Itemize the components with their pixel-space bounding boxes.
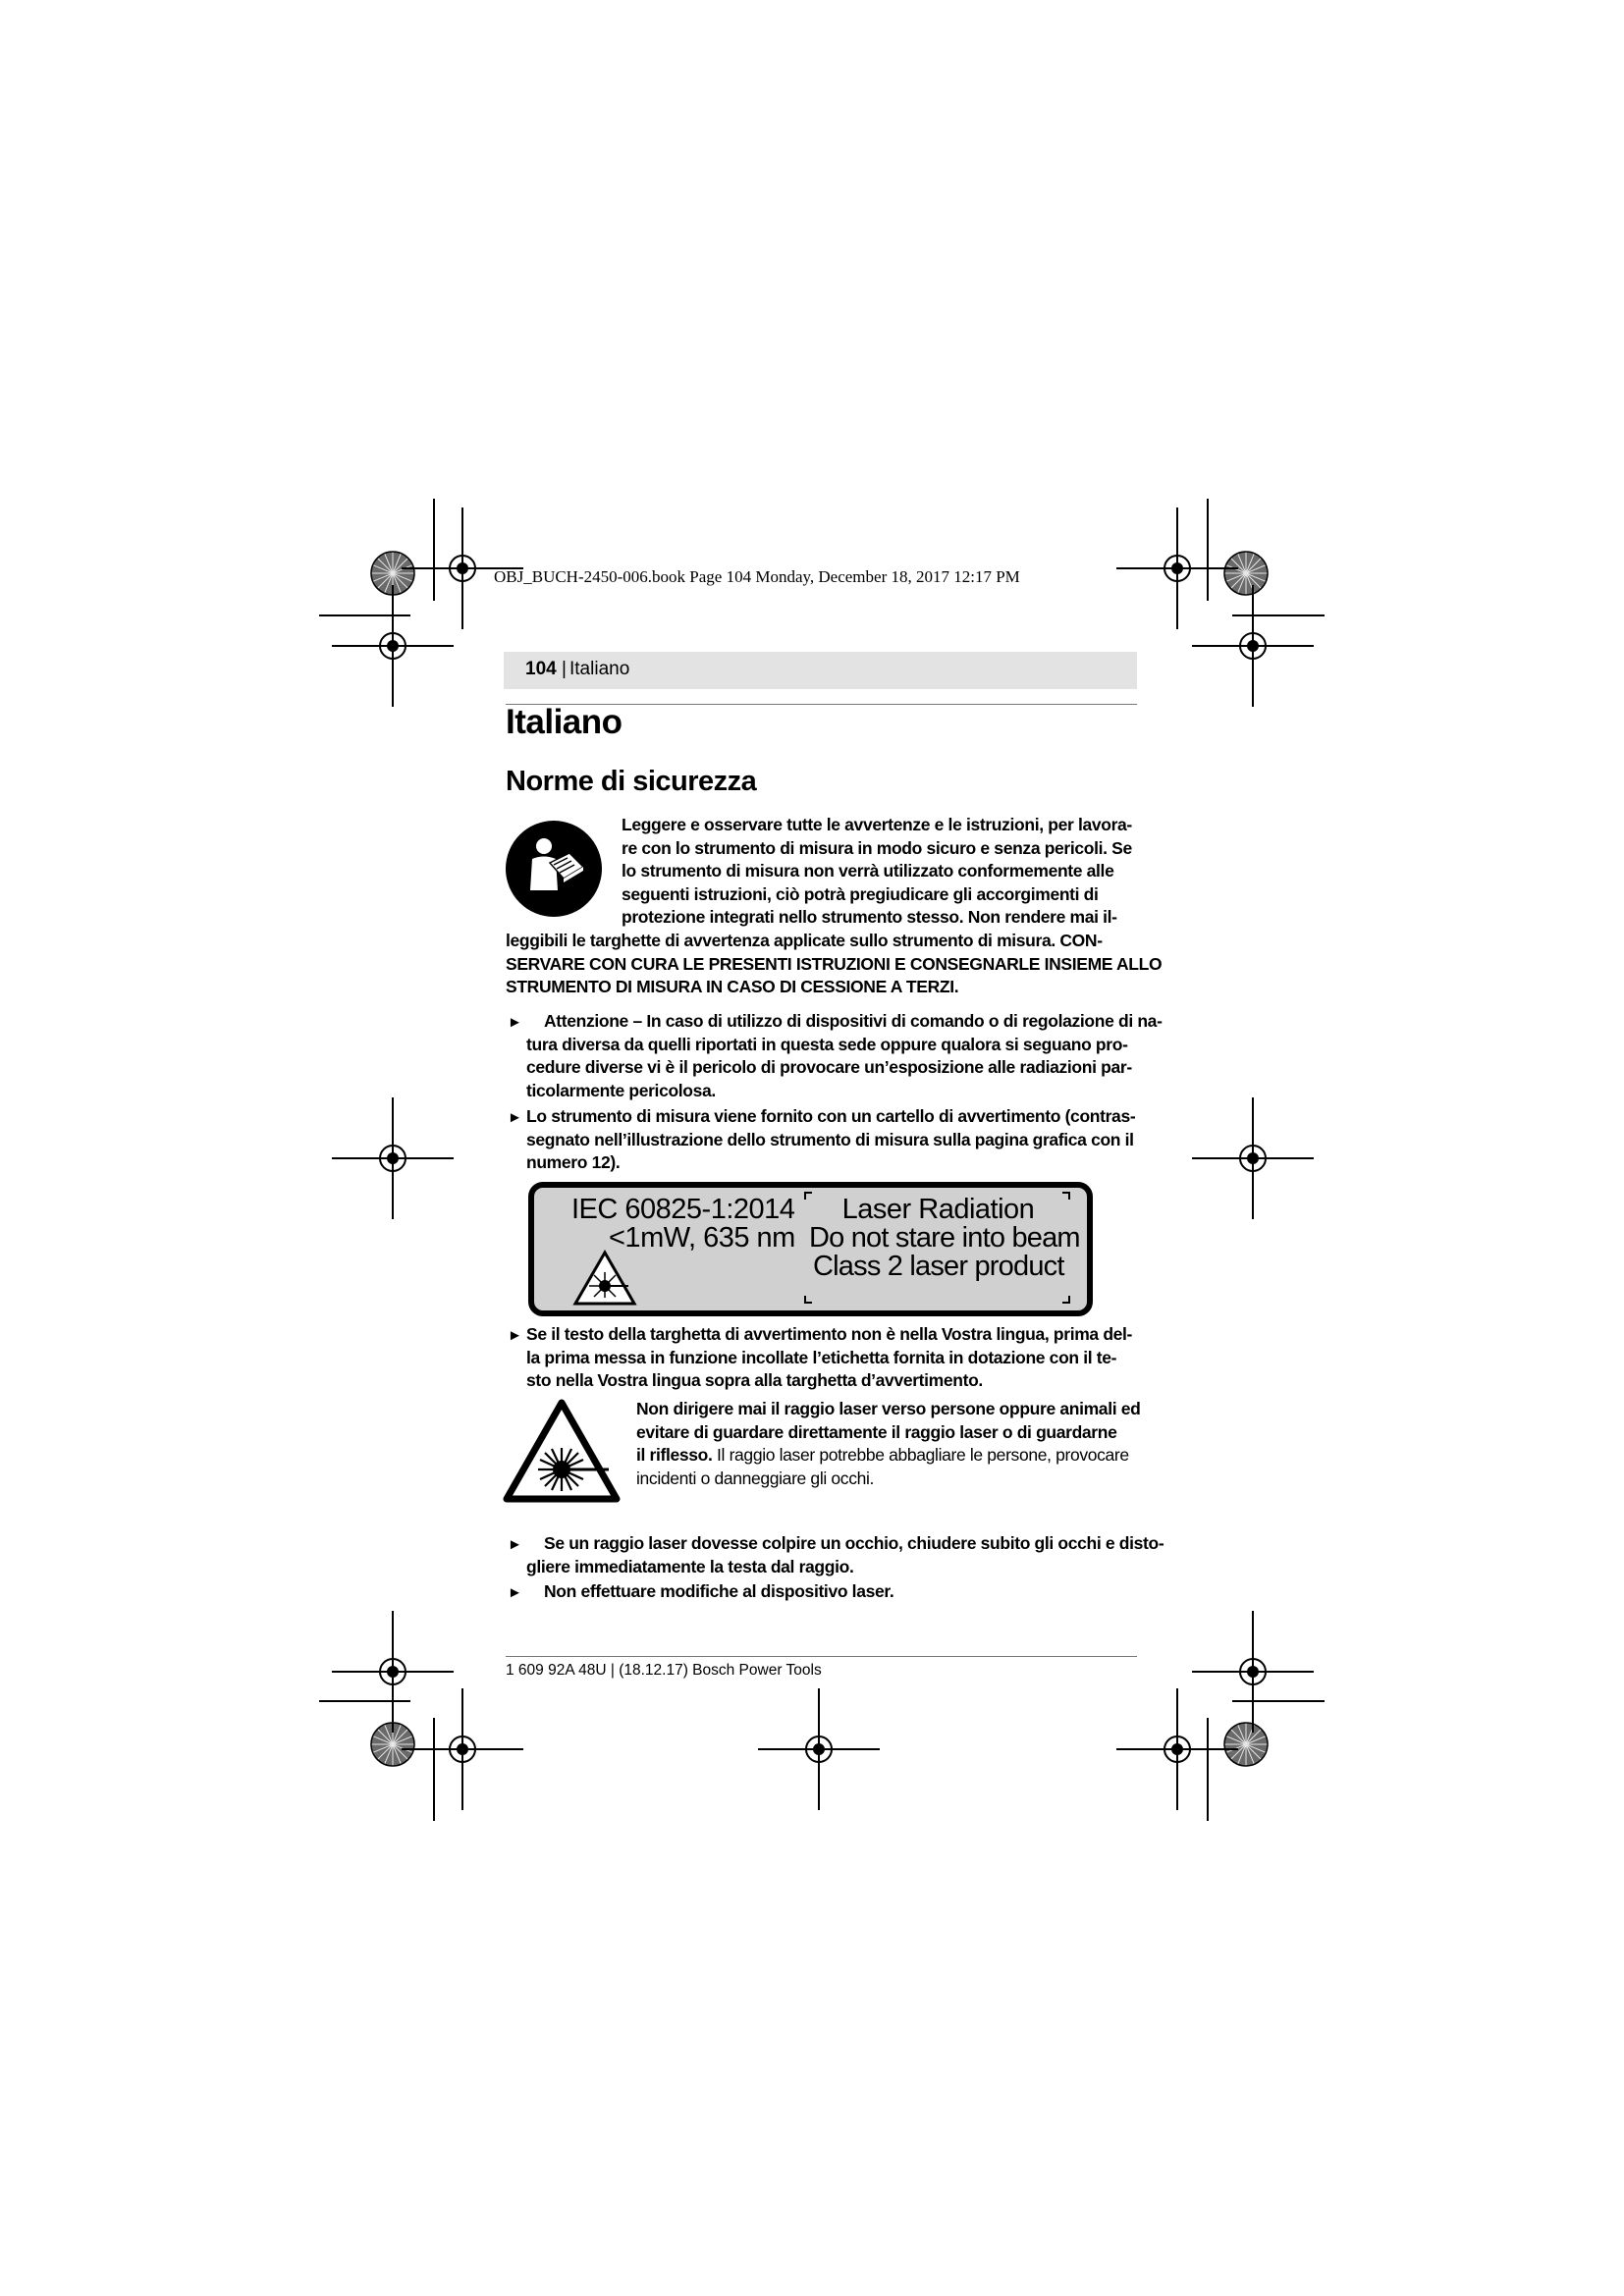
- warning-regular-part: Il raggio laser potrebbe abbagliare le persone, provocare: [712, 1445, 1129, 1465]
- label-standard: IEC 60825-1:2014: [571, 1194, 795, 1225]
- intro-line: protezione integrati nello strumento stesso. Non rendere mai il-: [622, 907, 1117, 927]
- intro-line: seguenti istruzioni, ciò potrà pregiudicare gli accorgimenti di: [622, 883, 1099, 904]
- intro-line: Leggere e osservare tutte le avvertenze e le istruzioni, per lavora-: [622, 815, 1132, 834]
- print-slug: OBJ_BUCH-2450-006.book Page 104 Monday, December 18, 2017 12:17 PM: [494, 567, 1020, 586]
- bullet-item-attenzione: [526, 1010, 1163, 1102]
- intro-line: STRUMENTO DI MISURA IN CASO DI CESSIONE A TERZI.: [506, 977, 959, 996]
- laser-hazard-icon: [503, 1399, 621, 1505]
- label-power: <1mW, 635 nm: [609, 1222, 795, 1254]
- bullet-item-occhio: [526, 1532, 1164, 1578]
- intro-paragraph: [622, 814, 1132, 930]
- read-manual-icon: [505, 820, 603, 918]
- bullet-line: cedure diverse vi è il pericolo di provocare un’esposizione alle radiazioni par-: [526, 1057, 1132, 1077]
- bullet-marker: ►: [508, 1109, 522, 1126]
- bullet-line: Se il testo della targhetta di avvertimento non è nella Vostra lingua, prima del-: [526, 1324, 1133, 1344]
- bullet-line: tura diversa da quelli riportati in questa sede oppure qualora si seguano pro-: [526, 1034, 1128, 1054]
- bullet-marker: ►: [508, 1584, 522, 1601]
- warning-bold-part: il riflesso.: [636, 1445, 713, 1465]
- bullet-line: ticolarmente pericolosa.: [526, 1080, 716, 1100]
- warning-line: Non dirigere mai il raggio laser verso persone oppure animali ed: [636, 1399, 1141, 1418]
- section-title: Norme di sicurezza: [506, 766, 757, 797]
- label-line-2: Do not stare into beam: [809, 1222, 1080, 1254]
- intro-paragraph-continued: [506, 930, 1162, 999]
- bullet-marker: ►: [508, 1536, 522, 1553]
- warning-line: incidenti o danneggiare gli occhi.: [636, 1468, 875, 1488]
- header-separator: |: [562, 659, 567, 679]
- intro-line: re con lo strumento di misura in modo sicuro e senza pericoli. Se: [622, 837, 1132, 858]
- bullet-line: Attenzione – In caso di utilizzo di dispositivi di comando o di regolazione di na-: [544, 1011, 1163, 1031]
- page-title: Italiano: [506, 703, 623, 741]
- warning-line: [636, 1444, 1140, 1468]
- intro-line: leggibili le targhette di avvertenza applicate sullo strumento di misura. CON-: [506, 931, 1103, 950]
- color-target-bottom-right: [1224, 1723, 1268, 1766]
- laser-warning-text: [636, 1398, 1140, 1490]
- bullet-line: segnato nell’illustrazione dello strumento di misura sulla pagina grafica con il: [526, 1129, 1134, 1149]
- intro-line: SERVARE CON CURA LE PRESENTI ISTRUZIONI E CONSEGNARLE INSIEME ALLO: [506, 953, 1163, 974]
- bullet-line: Lo strumento di misura viene fornito con un cartello di avvertimento (contras-: [526, 1106, 1136, 1126]
- bullet-item-lingua: [526, 1323, 1132, 1393]
- running-header: [504, 652, 1137, 689]
- bullet-line: gliere immediatamente la testa dal raggio.: [526, 1556, 854, 1576]
- bullet-item-modifiche: [526, 1580, 893, 1604]
- bullet-marker: ►: [508, 1014, 522, 1031]
- bullet-line: Non effettuare modifiche al dispositivo laser.: [544, 1581, 894, 1601]
- page-number: 104: [525, 659, 557, 679]
- bullet-item-cartello: [526, 1105, 1135, 1175]
- laser-warning-label: [528, 1182, 1093, 1316]
- color-target-top-right: [1224, 552, 1268, 595]
- header-language: Italiano: [569, 659, 630, 679]
- warning-line: evitare di guardare direttamente il raggio laser o di guardarne: [636, 1421, 1117, 1442]
- bullet-line: numero 12).: [526, 1152, 621, 1172]
- footer-rule: [506, 1656, 1137, 1657]
- page-footer: 1 609 92A 48U | (18.12.17) Bosch Power Tools: [506, 1662, 822, 1679]
- bullet-line: Se un raggio laser dovesse colpire un occhio, chiudere subito gli occhi e disto-: [544, 1533, 1164, 1553]
- bullet-line: la prima messa in funzione incollate l’etichetta fornita in dotazione con il te-: [526, 1347, 1117, 1367]
- intro-line: lo strumento di misura non verrà utilizzato conformemente alle: [622, 861, 1114, 881]
- label-line-1: Laser Radiation: [841, 1194, 1035, 1225]
- label-line-3: Class 2 laser product: [813, 1251, 1064, 1282]
- bullet-marker: ►: [508, 1327, 522, 1344]
- bullet-line: sto nella Vostra lingua sopra alla targhetta d’avvertimento.: [526, 1370, 983, 1390]
